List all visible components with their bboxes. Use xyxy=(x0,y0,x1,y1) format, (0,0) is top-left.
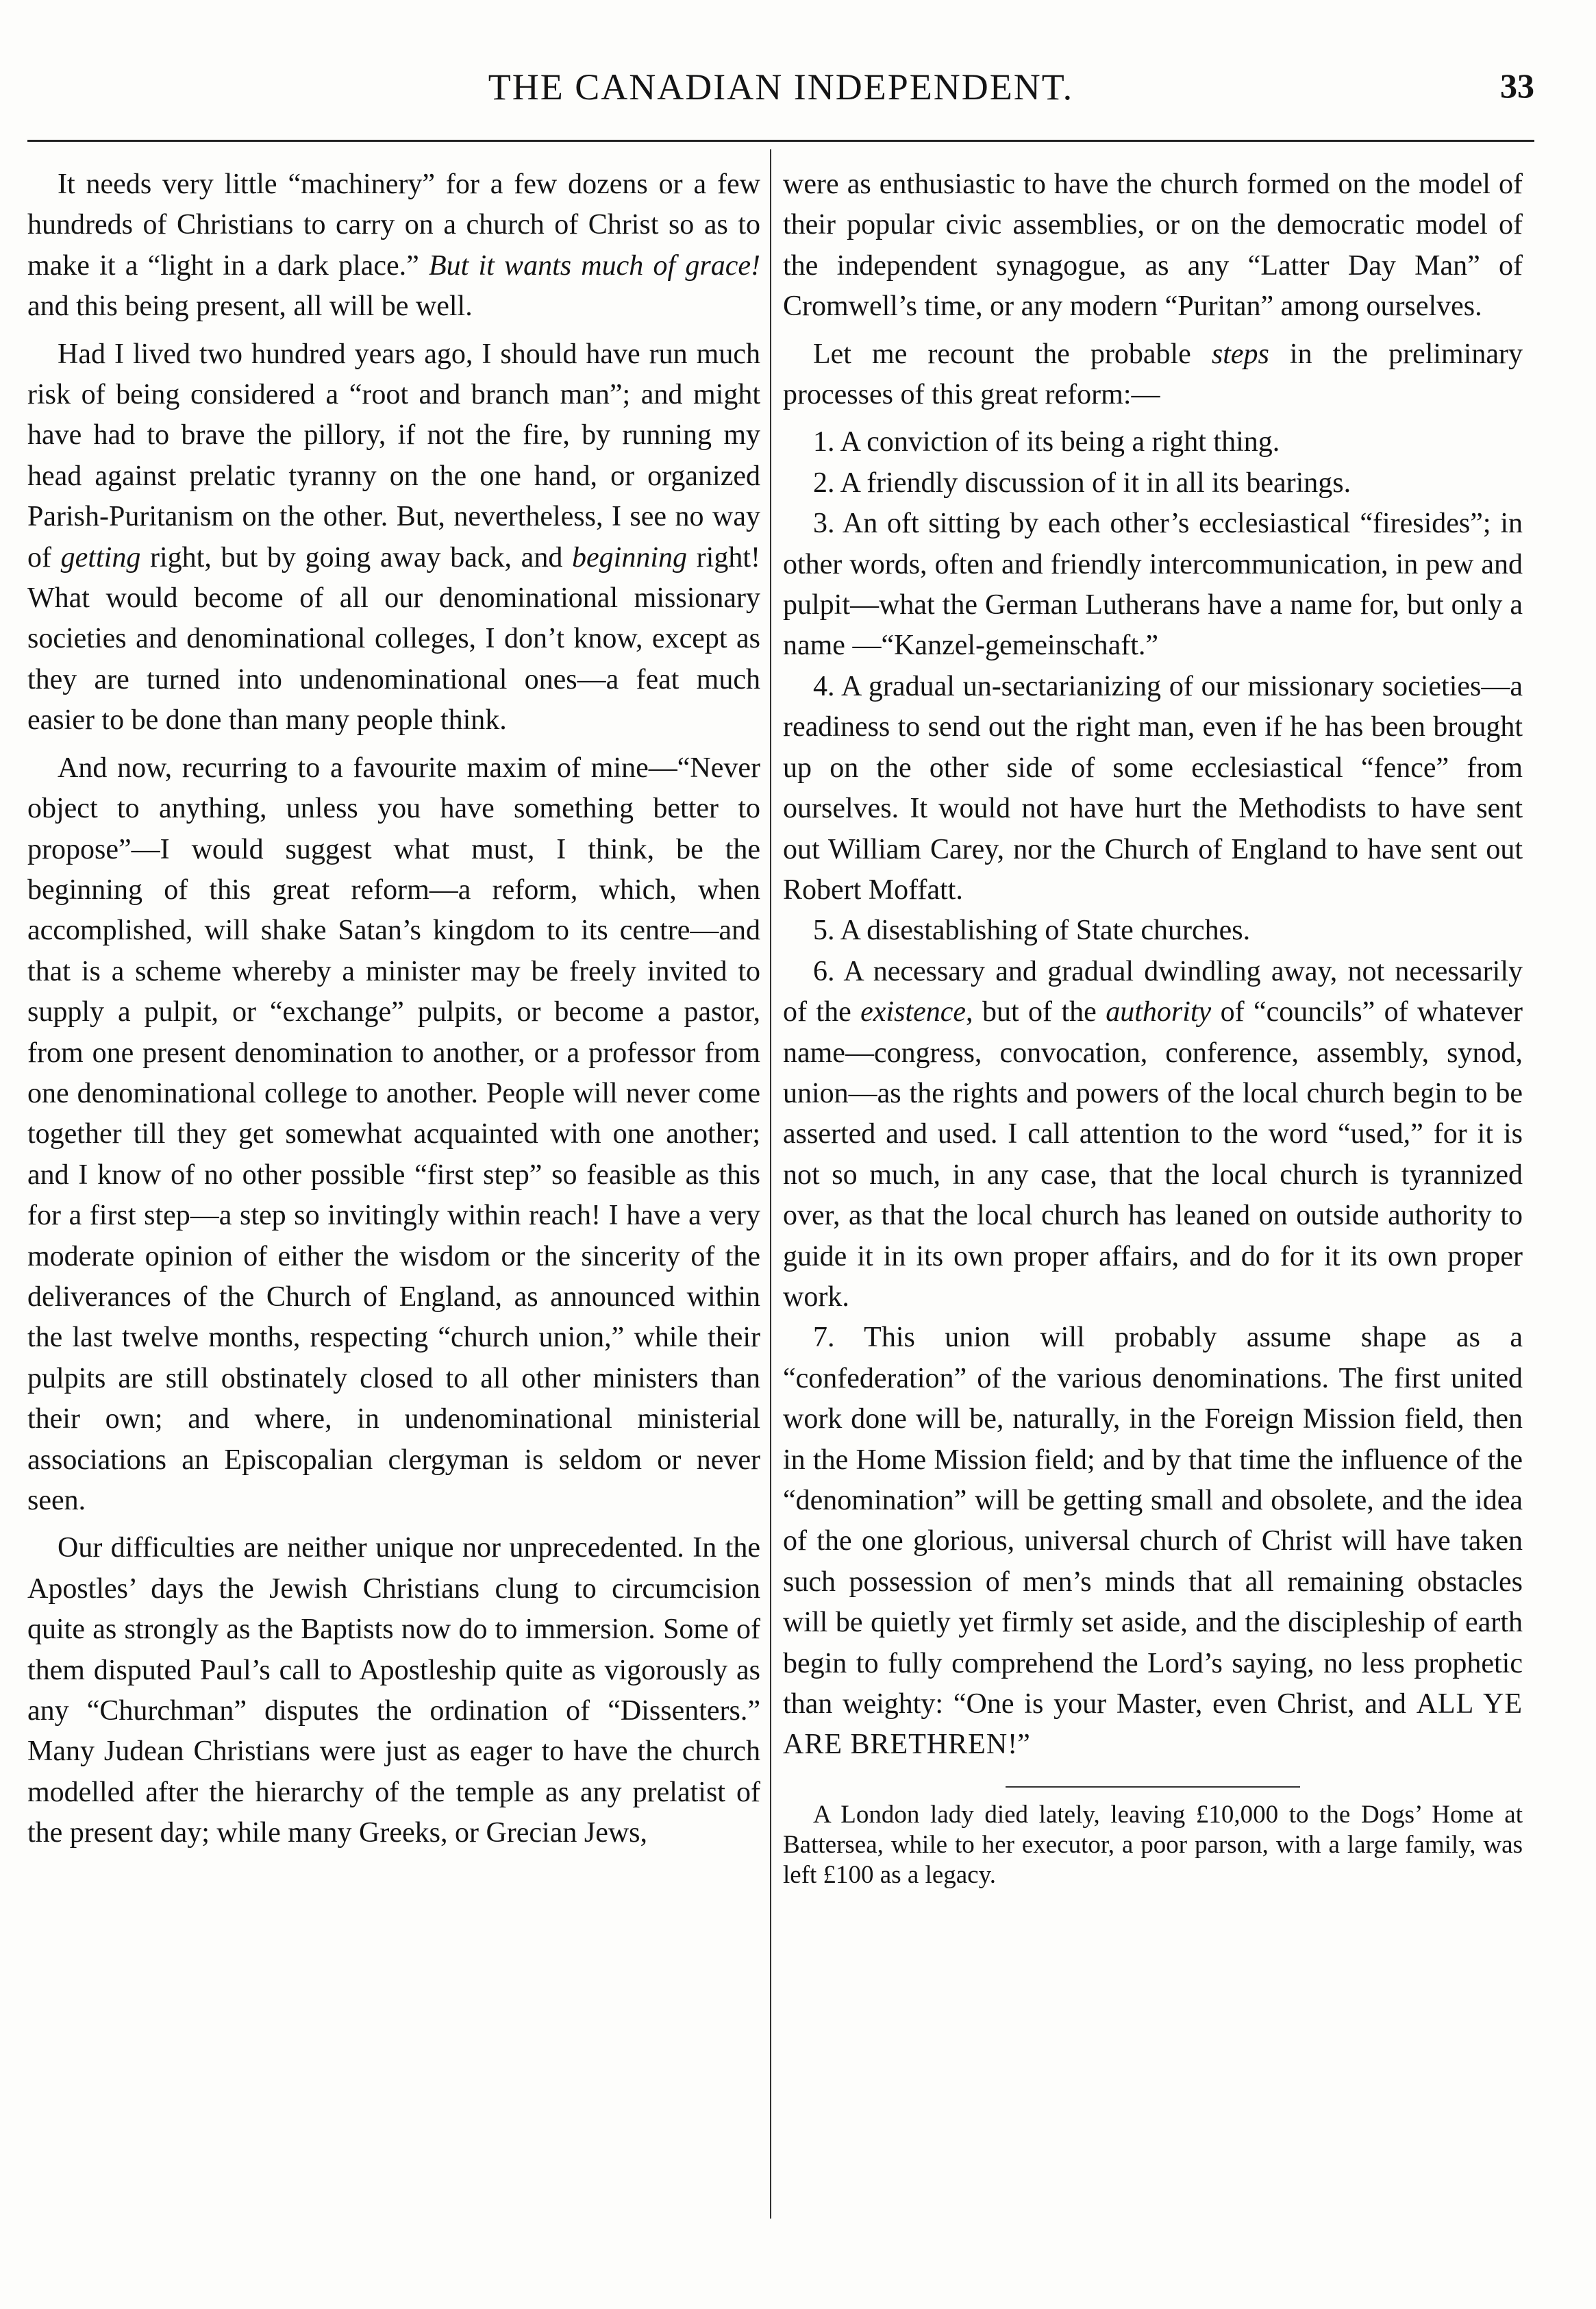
list-item: 4. A gradual un-sectarianizing of our missionary societies—a readiness to send out the right man, even if he has been brought up on the other side of some ecclesiastical “fence” from ourselves. It would not have hurt the Methodists to have sent out William Carey, nor the Church of England to have sent out Robert Moffatt. xyxy=(783,670,1523,906)
text-run: 6. A necessary and gradual dwindling away, not necessarily of the xyxy=(783,955,1523,1028)
list-item: 5. A disestablishing of State churches. xyxy=(813,915,1251,947)
emphasis-text: beginning xyxy=(572,541,687,573)
text-run: in the preliminary processes of this great reform:— xyxy=(783,338,1523,411)
text-run: and this being present, all will be well. xyxy=(27,291,473,323)
text-run: Had I lived two hundred years ago, I should have run much risk of being considered a “root and branch man”; and might have had to brave the pillory, if not the fire, by running my head against prelatic tyranny on the one hand, or organized Parish-Puritanism on the other. But, nevertheless, I see no way of xyxy=(27,338,760,573)
news-note: A London lady died lately, leaving £10,000 to the Dogs’ Home at Battersea, while to her executor, a poor parson, with a large family, was left £100 as a legacy. xyxy=(783,1800,1523,1889)
right-column xyxy=(783,164,1523,1890)
emphasis-text: But it wants much of grace! xyxy=(428,249,760,282)
paragraph-machinery xyxy=(27,164,760,328)
paragraph-difficulties: Our difficulties are neither unique nor unprecedented. In the Apostles’ days the Jewish Christians clung to circumcision quite as strongly as the Baptists now do to immersion. Some of them disputed Paul’s call to Apostleship quite as vigorously as any “Churchman” disputes the ordination of “Dissenters.” Many Judean Christians were just as eager to have the church modelled after the hierarchy of the temple as any prelatist of the present day; while many Greeks, or Grecian Jews, xyxy=(27,1532,760,1849)
text-run: 7. This union will probably assume shape as a “confederation” of the various denominations. The first united work done will be, naturally, in the Foreign Mission field, then in the Home Mission field; and by that time the influence of the “denomination” will be getting small and obsolete, and the idea of the one glorious, universal church of Christ will have taken such possession of men’s minds that all remaining obstacles will be quietly yet firmly set aside, and the discipleship of earth begin to fully comprehend the Lord’s saying, no less prophetic than weighty: “One is your Master, even Christ, and xyxy=(783,1322,1523,1720)
text-run: , but of the xyxy=(966,996,1106,1028)
running-header xyxy=(27,66,1534,121)
emphasis-text: existence xyxy=(860,996,967,1028)
list-item xyxy=(783,1318,1523,1765)
paragraph-continuation: were as enthusiastic to have the church formed on the model of their popular civic assemblies, or on the democratic model of the independent synagogue, as any “Latter Day Man” of Cromwell’s time, or any modern “Puritan” among ourselves. xyxy=(783,169,1523,323)
page-number: 33 xyxy=(1500,66,1534,105)
emphasis-text: steps xyxy=(1211,338,1269,370)
small-caps-text: ALL YE ARE BRETHREN xyxy=(783,1688,1523,1761)
paragraph-favourite-maxim: And now, recurring to a favourite maxim of mine—“Never object to anything, unless you have something better to propose”—I would suggest what must, I think, be the beginning of this great reform—a reform, which, when accomplished, will shake Satan’s kingdom to its centre—and that is a scheme whereby a minister may be freely invited to supply a pulpit, or “exchange” pulpits, or become a pastor, from one present denomination to another, or a professor from one denominational college to another. People will never come together till they get somewhat acquainted with one another; and I know of no other possible “first step” so feasible as this for a first step—a step so invitingly within reach! I have a very moderate opinion of either the wisdom or the sincerity of the deliverances of the Church of England, as announced within the last twelve months, respecting “church union,” while their pulpits are still obstinately closed to all other ministers than their own; and where, in undenominational ministerial associations an Episcopalian clergyman is seldom or never seen. xyxy=(27,752,760,1516)
text-run: right, but by going away back, and xyxy=(140,541,573,573)
text-run: Let me recount the probable xyxy=(813,338,1212,370)
column-divider xyxy=(770,149,771,2219)
text-run: !” xyxy=(1008,1729,1030,1761)
list-item: 1. A conviction of its being a right thing. xyxy=(813,426,1280,458)
journal-title: THE CANADIAN INDEPENDENT. xyxy=(488,66,1074,108)
emphasis-text: getting xyxy=(60,541,141,573)
list-item xyxy=(783,952,1523,1318)
emphasis-text: authority xyxy=(1106,996,1212,1028)
left-column xyxy=(27,164,760,1861)
text-run: right! What would become of all our denominational missionary societies and denominational colleges, I don’t know, except as they are turned into undenominational ones—a feat much easier to be done than many people think. xyxy=(27,541,760,737)
paragraph-two-hundred-years xyxy=(27,334,760,741)
text-run: It needs very little “machinery” for a few dozens or a few hundreds of Christians to carry on a church of Christ so as to make it a “light in a dark place.” xyxy=(27,169,760,282)
note-separator-rule xyxy=(1006,1786,1300,1788)
list-item: 2. A friendly discussion of it in all its bearings. xyxy=(813,467,1351,499)
paragraph-steps-intro xyxy=(783,334,1523,416)
list-item: 3. An oft sitting by each other’s ecclesiastical “firesides”; in other words, often and friendly intercommunication, in pew and pulpit—what the German Lutherans have a name for, but only a name —“Kanzel-gemeinschaft.” xyxy=(783,508,1523,662)
text-run: of “councils” of whatever name—congress, convocation, conference, assembly, synod, union—as the rights and powers of the local church begin to be asserted and used. I call attention to the word “used,” for it is not so much, in any case, that the local church is tyrannized over, as that the local church has leaned on outside authority to guide it in its own proper affairs, and do for it its own proper work. xyxy=(783,996,1523,1313)
header-rule xyxy=(27,140,1534,142)
